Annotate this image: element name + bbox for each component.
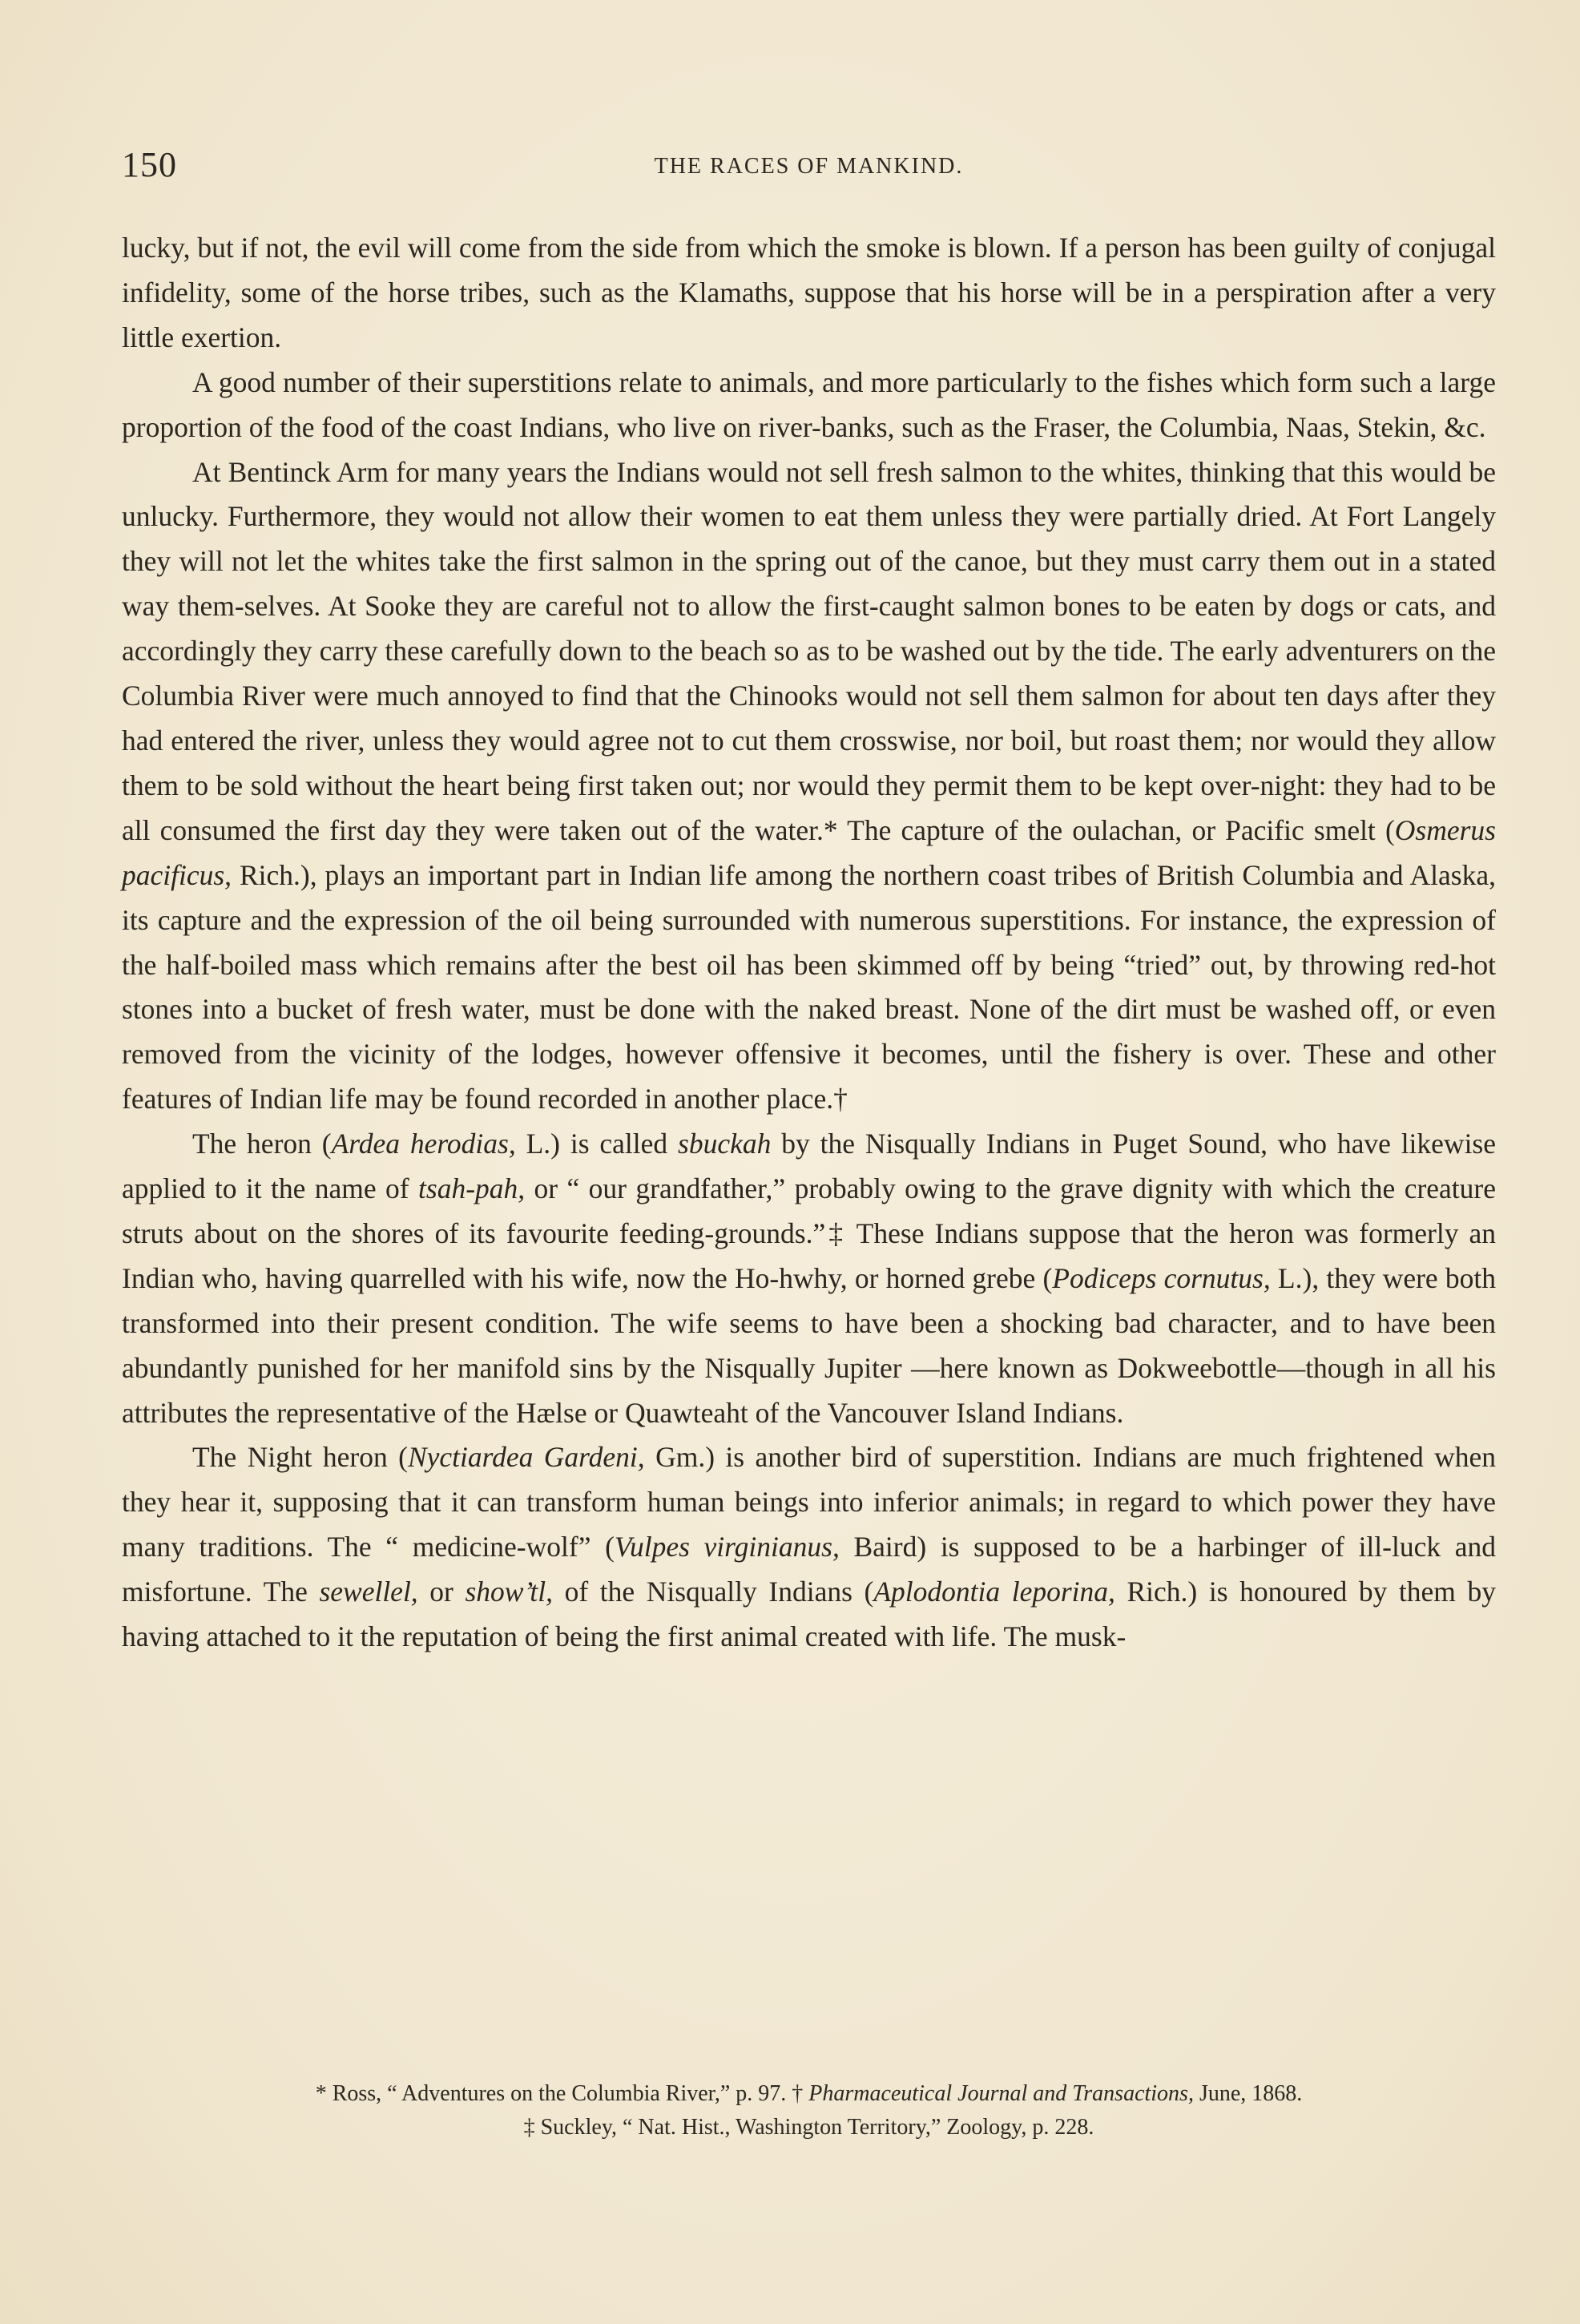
- italic-text: Osmerus pacificus,: [122, 813, 1496, 891]
- running-head: [122, 144, 1496, 192]
- italic-text: Podiceps cornutus,: [1052, 1261, 1271, 1294]
- italic-text: Ardea herodias,: [331, 1128, 516, 1160]
- paragraph: [122, 226, 1496, 361]
- footnotes: [122, 2077, 1496, 2144]
- footnote-text: * Ross, “ Adventures on the Columbia River,” p. 97. †: [315, 2081, 809, 2106]
- paragraph: [122, 1122, 1496, 1435]
- text-run: At Bentinck Arm for many years the Indians would not sell fresh salmon to the whites, thinking that this would be unlucky. Furthermore, they would not allow their women to eat them unless they were partially dried. At Fort Langely they will not let the whites take the first salmon in the spring out of the canoe, but they must carry them out in a stated way them-selves. At Sooke they are careful not to allow the first-caught salmon bones to be eaten by dogs or cats, and accordingly they carry these carefully down to the beach so as to be washed out by the tide. The early adventurers on the Columbia River were much annoyed to find that the Chinooks would not sell them salmon for about ten days after they had entered the river, unless they would agree not to cut them crosswise, nor boil, but roast them; nor would they allow them to be sold without the heart being first taken out; nor would they permit them to be kept over-night: they had to be all consumed the first day they were taken out of the water.* The capture of the oulachan, or Pacific smelt (: [122, 455, 1496, 846]
- text-run: A good number of their superstitions relate to animals, and more particularly to the fishes which form such a large proportion of the food of the coast Indians, who live on river-banks, such as the Fraser, the Columbia, Naas, Stekin, &c.: [122, 365, 1496, 443]
- paragraph: [122, 361, 1496, 450]
- running-title: THE RACES OF MANKIND.: [654, 154, 964, 179]
- text-run: The heron (: [192, 1128, 332, 1160]
- footnote-text: ‡ Suckley, “ Nat. Hist., Washington Territory,” Zoology, p. 228.: [523, 2115, 1094, 2140]
- text-run: Baird) is supposed to be a harbinger of ill-luck and misfortune. The: [122, 1531, 1496, 1608]
- italic-text: show’tl,: [465, 1576, 553, 1608]
- text-run: by the Nisqually Indians in Puget Sound, who have likewise applied to it the name of: [122, 1128, 1497, 1205]
- footnote-text: June, 1868.: [1193, 2081, 1303, 2106]
- paragraph: [122, 1435, 1496, 1660]
- body-text: [122, 226, 1496, 1660]
- text-run: Rich.) is honoured by them by having attached to it the reputation of being the first animal created with life. The musk-: [122, 1576, 1497, 1653]
- italic-text: Nyctiardea Gardeni,: [407, 1441, 645, 1474]
- text-run: or “ our grandfather,” probably owing to the grave dignity with which the creature struts about on the shores of its favourite feeding-grounds.”‡ These Indians suppose that the heron was formerly an Indian who, having quarrelled with his wife, now the Ho-hwhy, or horned grebe (: [122, 1172, 1496, 1294]
- text-run: The Night heron (: [192, 1441, 408, 1474]
- text-run: of the Nisqually Indians (: [552, 1576, 874, 1608]
- italic-text: Vulpes virginianus,: [614, 1531, 840, 1563]
- text-run: Gm.) is another bird of superstition. Indians are much frightened when they hear it, supposing that it can transform human beings into inferior animals; in regard to which power they have many traditions. The “ medicine-wolf” (: [122, 1441, 1496, 1563]
- italic-text: tsah-pah,: [418, 1172, 526, 1205]
- footnote: [122, 2077, 1496, 2111]
- text-run: Rich.), plays an important part in Indian life among the northern coast tribes of British Columbia and Alaska, its capture and the expression of the oil being surrounded with numerous superstitions. For instance, the expression of the half-boiled mass which remains after the best oil has been skimmed off by being “tried” out, by throwing red-hot stones into a bucket of fresh water, must be done with the naked breast. None of the dirt must be washed off, or even removed from the vicinity of the lodges, however offensive it becomes, until the fishery is over. These and other features of Indian life may be found recorded in another place.†: [122, 858, 1496, 1116]
- text-run: L.) is called: [515, 1128, 678, 1160]
- paragraph: [122, 450, 1496, 1123]
- text-run: or: [417, 1576, 466, 1608]
- italic-text: sbuckah: [678, 1128, 772, 1160]
- footnote: [122, 2111, 1496, 2144]
- italic-text: sewellel,: [319, 1576, 418, 1608]
- page-number: 150: [122, 145, 177, 184]
- italic-text: Aplodontia leporina,: [873, 1576, 1115, 1608]
- text-run: lucky, but if not, the evil will come from the side from which the smoke is blown. If a person has been guilty of conjugal infidelity, some of the horse tribes, such as the Klamaths, suppose that his horse will be in a perspiration after a very little exertion.: [122, 232, 1496, 353]
- footnote-italic-text: Pharmaceutical Journal and Transactions,: [808, 2081, 1194, 2106]
- text-run: L.), they were both transformed into their present condition. The wife seems to have been a shocking bad character, and to have been abundantly punished for her manifold sins by the Nisqually Jupiter —here known as Dokweebottle—though in all his attributes the representative of the Hælse or Quawteaht of the Vancouver Island Indians.: [122, 1261, 1496, 1429]
